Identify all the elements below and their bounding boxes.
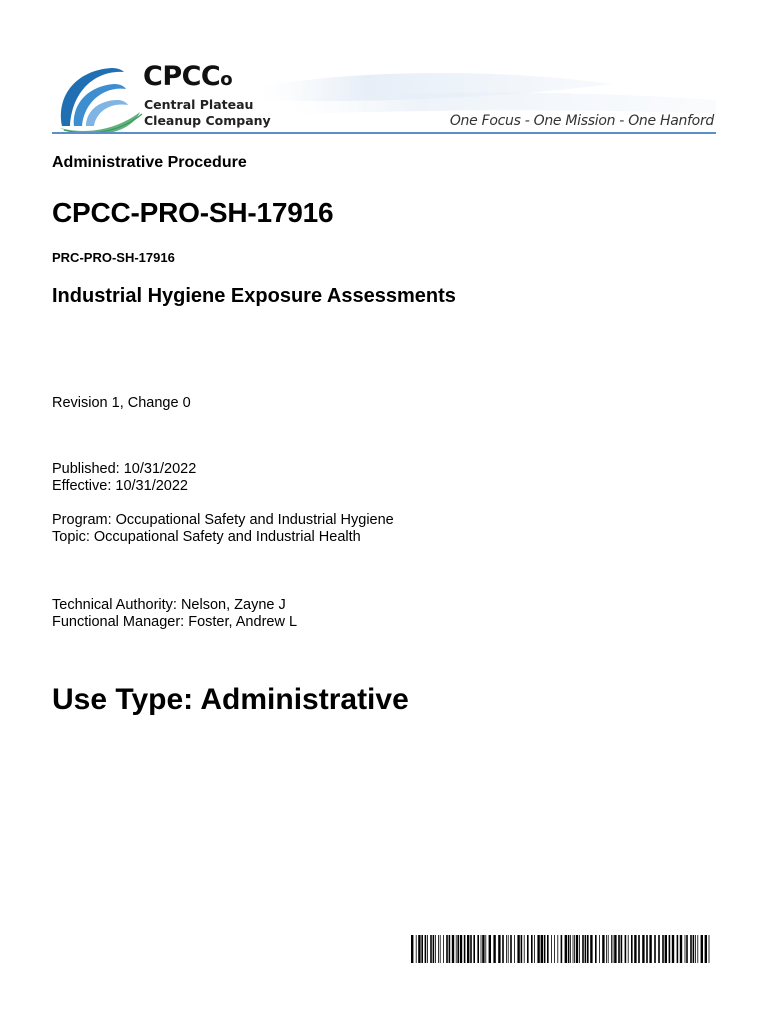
document-type: Administrative Procedure <box>52 154 247 171</box>
barcode-icon <box>411 935 711 963</box>
logo-company-line-2: Cleanup Company <box>144 113 271 128</box>
logo-wordmark: CPCCo <box>143 61 233 92</box>
document-title: Industrial Hygiene Exposure Assessments <box>52 285 456 307</box>
logo-company-line-1: Central Plateau <box>144 97 254 112</box>
alternate-document-number: PRC-PRO-SH-17916 <box>52 250 175 265</box>
header-divider <box>52 132 716 134</box>
header-tagline: One Focus - One Mission - One Hanford <box>449 113 714 129</box>
functional-manager: Functional Manager: Foster, Andrew L <box>52 614 298 630</box>
effective-date: Effective: 10/31/2022 <box>52 478 188 494</box>
revision-info: Revision 1, Change 0 <box>52 395 191 411</box>
document-number: CPCC-PRO-SH-17916 <box>52 197 334 228</box>
use-type-heading: Use Type: Administrative <box>52 683 409 716</box>
published-date: Published: 10/31/2022 <box>52 461 197 477</box>
program-info: Program: Occupational Safety and Industrial Hygiene <box>52 512 394 528</box>
page-header <box>52 56 716 136</box>
topic-info: Topic: Occupational Safety and Industrial Health <box>52 529 361 545</box>
technical-authority: Technical Authority: Nelson, Zayne J <box>52 597 286 613</box>
